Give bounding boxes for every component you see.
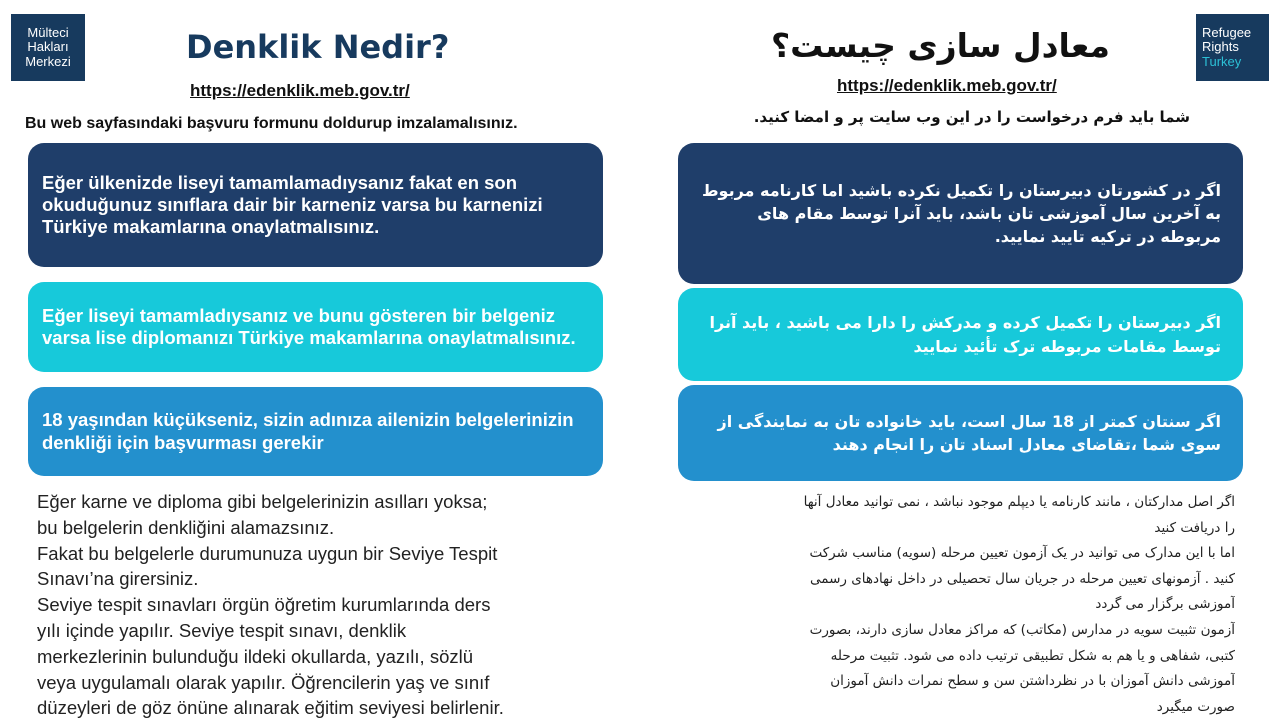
body-line: Sınavı’na girersiniz. [37, 568, 199, 590]
body-line: yılı içinde yapılır. Seviye tespit sınavı, denklik [37, 619, 407, 641]
edenklik-link-left[interactable]: https://edenklik.meb.gov.tr/ [190, 81, 410, 100]
logo-line: Turkey [1202, 53, 1242, 69]
body-text-persian [680, 490, 1235, 720]
logo-line: Rights [1202, 39, 1239, 55]
body-line: veya uygulamalı olarak yapılır. Öğrencilerin yaş ve sınıf [37, 671, 490, 693]
body-line: آزمون تثبیت سویه در مدارس (مکاتب) که مراکز معادل سازی دارند، بصورت [809, 621, 1235, 638]
body-line: آموزشی دانش آموزان با در نظرداشتن سن و سطح نمرات دانش آموزان [830, 673, 1235, 690]
info-box-text: اگر سنتان کمتر از 18 سال است، باید خانواده تان به نمایندگی از سوی شما ،تقاضای معادل اسناد تان را انجام دهند [717, 411, 1221, 454]
info-box-text: اگر در کشورتان دبیرستان را تکمیل نکرده باشید اما کارنامه مربوط به آخرین سال آموزشی تان باشد، باید آنرا توسط مقام های مربوطه در ترکیه تایید نمایید. [701, 180, 1221, 247]
body-line: کتبی، شفاهی و یا هم به شکل تطبیقی ترتیب داده می شود. تثبیت مرحله [830, 647, 1235, 664]
body-line: آموزشی برگزار می گردد [1095, 596, 1235, 613]
body-line: اگر اصل مدارکتان ، مانند کارنامه یا دیپلم موجود نباشد ، نمی توانید معادل آنها [803, 494, 1235, 510]
info-box-under-18 [28, 387, 603, 476]
info-box-text: 18 yaşından küçükseniz, sizin adınıza ailenizin belgelerinizin denkliği için başvurması gerekir [42, 409, 574, 453]
logo-multeci-haklari-merkezi [11, 14, 85, 81]
body-line: Eğer karne ve diploma gibi belgelerinizin asılları yoksa; [37, 491, 488, 512]
logo-line: Refugee [1202, 25, 1252, 41]
body-line: Fakat bu belgelerle durumunuza uygun bir Seviye Tespit [37, 542, 498, 564]
body-line: اما با این مدارک می توانید در یک آزمون تعیین مرحله (سویه) مناسب شرکت [809, 545, 1235, 562]
body-text-turkish [37, 489, 597, 721]
logo-refugee-rights-turkey [1196, 14, 1269, 81]
body-line: Seviye tespit sınavları örgün öğretim kurumlarında ders [37, 594, 491, 616]
body-line: صورت میگیرد [1156, 698, 1235, 715]
info-box-diploma-persian [678, 288, 1243, 381]
info-box-text: Eğer liseyi tamamladıysanız ve bunu gösteren bir belgeniz varsa lise diplomanızı Türkiye makamlarına onaylatmalısınız. [42, 304, 576, 348]
page-title-turkish: Denklik Nedir? [186, 28, 450, 66]
info-box-text: اگر دبیرستان را تکمیل کرده و مدرکش را دارا می باشید ، باید آنرا توسط مقامات مربوطه ترک تأئید نمایید [709, 313, 1221, 356]
edenklik-link-right[interactable]: https://edenklik.meb.gov.tr/ [837, 76, 1057, 95]
intro-text-turkish: Bu web sayfasındaki başvuru formunu doldurup imzalamalısınız. [25, 115, 518, 132]
body-line: را دریافت کنید [1154, 519, 1235, 536]
body-line: merkezlerinin bulunduğu ildeki okullarda, yazılı, sözlü [37, 645, 474, 667]
info-box-report-card [28, 143, 603, 267]
info-box-under-18-persian [678, 385, 1243, 481]
intro-text-persian: شما باید فرم درخواست را در این وب سایت پر و امضا کنید. [753, 108, 1190, 126]
logo-line: Hakları [27, 39, 69, 55]
info-box-report-card-persian [678, 143, 1243, 284]
page-title-persian: معادل سازی چیست؟ [771, 26, 1110, 65]
logo-line: Mülteci [27, 25, 69, 41]
info-box-diploma [28, 282, 603, 372]
logo-line: Merkezi [25, 53, 71, 69]
body-line: düzeyleri de göz önüne alınarak eğitim seviyesi belirlenir. [37, 697, 504, 719]
info-box-text: Eğer ülkenizde liseyi tamamlamadıysanız fakat en son okuduğunuz sınıflara dair bir karneniz varsa bu karnenizi Türkiye makamlarına onaylatmalısınız. [42, 171, 543, 238]
body-line: bu belgelerin denkliğini alamazsınız. [37, 516, 335, 538]
body-line: کنید . آزمونهای تعیین مرحله در جریان سال تحصیلی در داخل نهادهای رسمی [810, 570, 1235, 587]
